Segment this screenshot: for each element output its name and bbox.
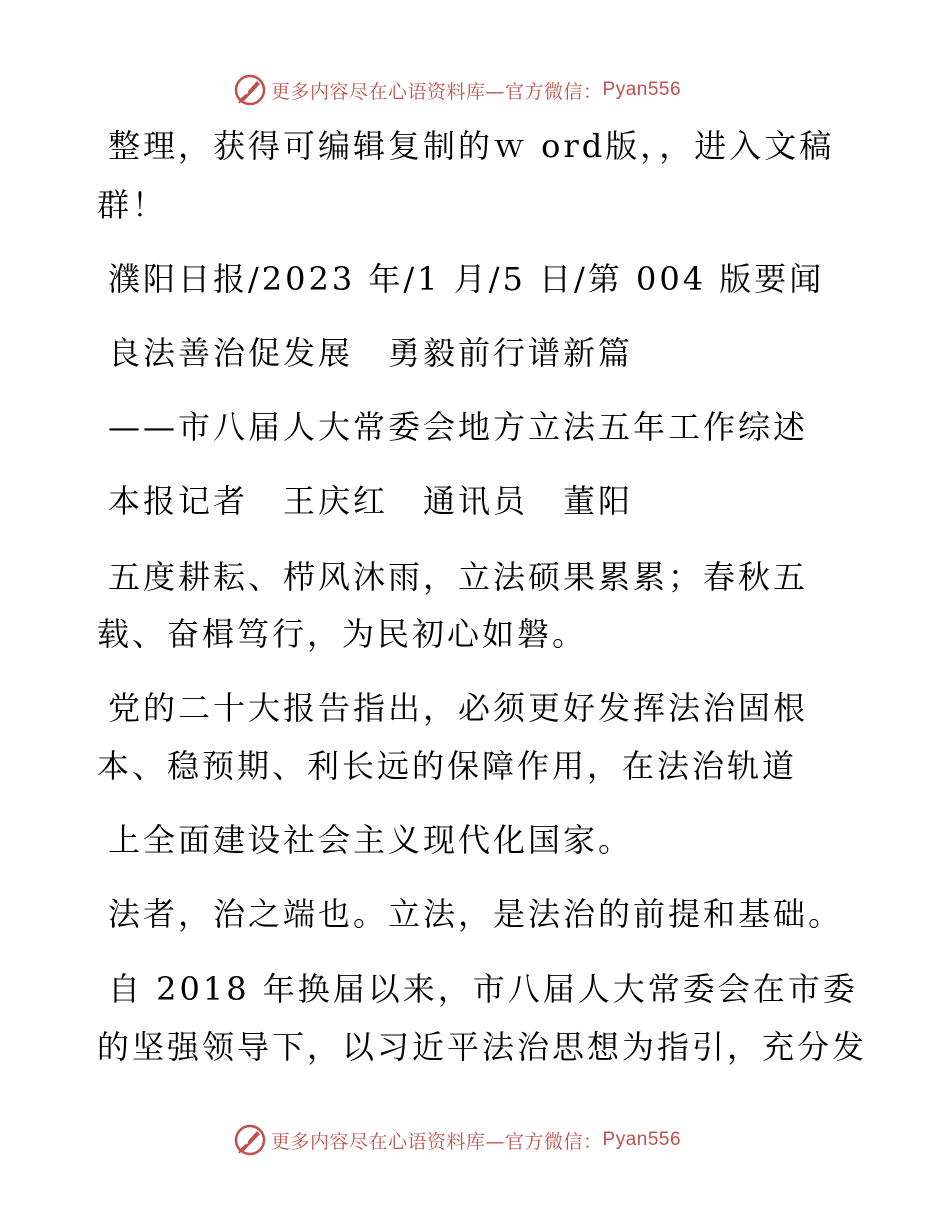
article-title: 良法善治促发展 勇毅前行谱新篇 xyxy=(108,334,634,372)
footer-watermark-banner xyxy=(233,1120,681,1160)
text-line: 本、稳预期、利长远的保障作用，在法治轨道 xyxy=(97,747,798,785)
banner-wechat-id: Pyan556 xyxy=(602,1129,682,1150)
text-line: 群！ xyxy=(97,186,168,224)
quill-logo-icon xyxy=(233,1123,267,1157)
banner-text: 更多内容尽在心语资料库—官方微信： xyxy=(271,1130,603,1153)
text-line: 自 2018 年换届以来，市八届人大常委会在市委 xyxy=(108,970,858,1008)
quill-logo-icon xyxy=(233,73,267,107)
article-byline: 本报记者 王庆红 通讯员 董阳 xyxy=(108,482,634,520)
text-line: 五度耕耘、栉风沐雨，立法硕果累累；春秋五 xyxy=(108,558,809,596)
text-line: 整理，获得可编辑复制的ｗ ord版，，进入文稿 xyxy=(108,127,835,165)
text-line: 党的二十大报告指出，必须更好发挥法治固根 xyxy=(108,689,809,727)
text-line: 上全面建设社会主义现代化国家。 xyxy=(108,821,634,859)
text-line: 的坚强领导下，以习近平法治思想为指引，充分发 xyxy=(97,1028,868,1066)
article-subtitle: ——市八届人大常委会地方立法五年工作综述 xyxy=(108,408,809,446)
text-line: 法者，治之端也。立法，是法治的前提和基础。 xyxy=(108,895,844,933)
text-line: 载、奋楫笃行，为民初心如磐。 xyxy=(97,615,588,653)
banner-text: 更多内容尽在心语资料库—官方微信： xyxy=(271,80,603,103)
text-line: 濮阳日报/2023 年/1 月/5 日/第 004 版要闻 xyxy=(108,260,825,298)
banner-wechat-id: Pyan556 xyxy=(602,79,682,100)
header-watermark-banner xyxy=(233,70,681,110)
